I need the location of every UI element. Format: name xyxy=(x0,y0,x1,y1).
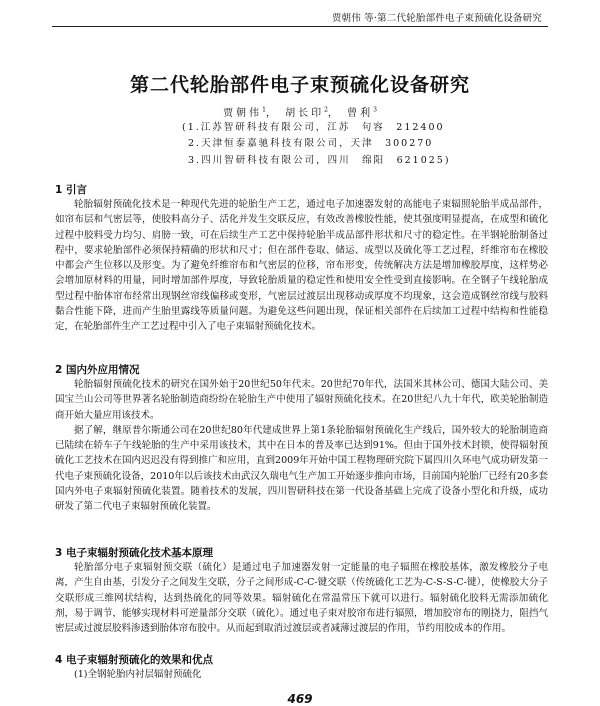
body-paragraph: 据了解，继原普尔斯通公司在20世纪80年代建成世界上第1条轮胎辐射预硫化生产线后，国外较大的轮胎制造商已陆续在轿车子午线轮胎的生产中采用该技术，其中在日本的普及率已达到91%。但由于国外技术封锁，使得辐射预硫化工艺技术在国内迟迟没有得到推广和应用，直到2009年开始中国工程物理研究院下属四川久环电气成功研发第一代电子束预硫化设备，2010年以后该技术由武汉久瑞电气生产加工开始逐步推向市场，目前国内轮胎厂已经有20多套国内外电子束辐射预硫化装置。随着技术的发展，四川智研科技在第一代设备基础上完成了设备小型化和升级，成功研发了第二代电子束辐射预硫化装置。 xyxy=(55,424,548,513)
author-name: 贾朝伟 xyxy=(223,108,263,119)
body-paragraph: 轮胎辐射预硫化技术是一种现代先进的轮胎生产工艺，通过电子加速器发射的高能电子束辐照轮胎半成品部件，如帘布层和气密层等，使胶料高分子、活化并发生交联反应，有效改善橡胶性能，使其强度明显提高，在成型和硫化过程中胶料受力均匀、肩膀一致，可在后续生产工艺中保持轮胎半成品部件形状和尺寸的稳定性。在半钢轮胎制备过程中，要求轮胎部件必须保持精确的形状和尺寸；但在部件卷取、储运、成型以及硫化等工艺过程，纤维帘布在橡胶中都会产生位移以及形变。为了避免纤维帘布和气密层的位移，帘布形变，传统解决方法是增加橡胶厚度，这样势必会增加原材料的用量，同时增加部件厚度，导致轮胎质量的稳定性和使用安全性受到直接影响。在全钢子午线轮胎成型过程中胎体帘布经常出现钢丝帘线偏移或变形，气密层过渡层出现移动或厚度不均现象，这会造成钢丝帘线与胶料黏合性能下降，进而产生胎里露线等质量问题。为避免这些问题出现，保证相关部件在后续加工过程中结构和性能稳定，在轮胎部件生产工艺过程中引入了电子束辐射预硫化技术。 xyxy=(55,199,548,333)
body-paragraph: 轮胎部分电子束辐射预交联（硫化）是通过电子加速器发射一定能量的电子辐照在橡胶基体，激发橡胶分子电离，产生自由基，引发分子之间发生交联，分子之间形成-C-C-键交联（传统硫化工艺为-C-S-S-C-键），使橡胶大分子交联形成三维网状结构，达到热硫化的同等效果。辐射硫化在常温常压下就可以进行。辐射硫化胶料无需添加硫化剂，易于调节，能够实现材料可逆量部分交联（硫化）。通过电子束对胶帘布进行辐照，增加胶帘布的刚挠力，阻挡气密层或过渡层胶料渗透到胎体帘布胶中。从而起到取消过渡层或者减薄过渡层的作用，节约用胶成本的作用。 xyxy=(55,562,548,635)
section-heading: 1 引言 xyxy=(55,184,87,196)
author-affiliation-mark: 3 xyxy=(373,106,377,114)
paper-title: 第二代轮胎部件电子束预硫化设备研究 xyxy=(129,74,470,96)
affiliation-list xyxy=(182,120,451,169)
affiliation-line: 2.天津恒泰嘉驰科技有限公司，天津 300270 xyxy=(188,138,434,150)
section-principle xyxy=(55,546,548,636)
author-list: 贾朝伟$^1$， 胡长印$^2$， 曾利$^3$ xyxy=(223,106,377,119)
sub-item: (1)全钢轮胎内衬层辐射预硫化 xyxy=(74,669,202,680)
affiliation-line: (1.江苏智研科技有限公司，江苏 句容 212400 xyxy=(182,122,445,133)
section-heading: 3 电子束辐射预硫化技术基本原理 xyxy=(55,547,213,559)
body-paragraph: 轮胎辐射预硫化技术的研究在国外始于20世纪50年代末。20世纪70年代，法国米其林公司、德国大陆公司、美国宝兰山公司等世界著名轮胎制造商纷纷在轮胎生产中使用了辐射预硫化技术。在20世纪八九十年代，欧美轮胎制造商开始大量应用该技术。 xyxy=(55,379,548,421)
author-name: 胡长印 xyxy=(285,108,325,119)
author-affiliation-mark: 2 xyxy=(324,106,328,114)
running-header: 贾朝伟 等·第二代轮胎部件电子束预硫化设备研究 xyxy=(331,13,542,24)
affiliation-line: 3.四川智研科技有限公司，四川 绵阳 621025) xyxy=(188,154,451,166)
section-heading: 2 国内外应用情况 xyxy=(55,364,140,376)
section-application-status xyxy=(55,363,548,515)
section-heading: 4 电子束辐射预硫化的效果和优点 xyxy=(55,654,213,666)
section-effects-advantages xyxy=(55,653,548,682)
header-rule xyxy=(52,26,548,27)
author-affiliation-mark: 1 xyxy=(262,106,266,114)
page-number: 469 xyxy=(287,692,313,706)
author-name: 曾利 xyxy=(347,108,374,119)
section-introduction xyxy=(55,183,548,335)
